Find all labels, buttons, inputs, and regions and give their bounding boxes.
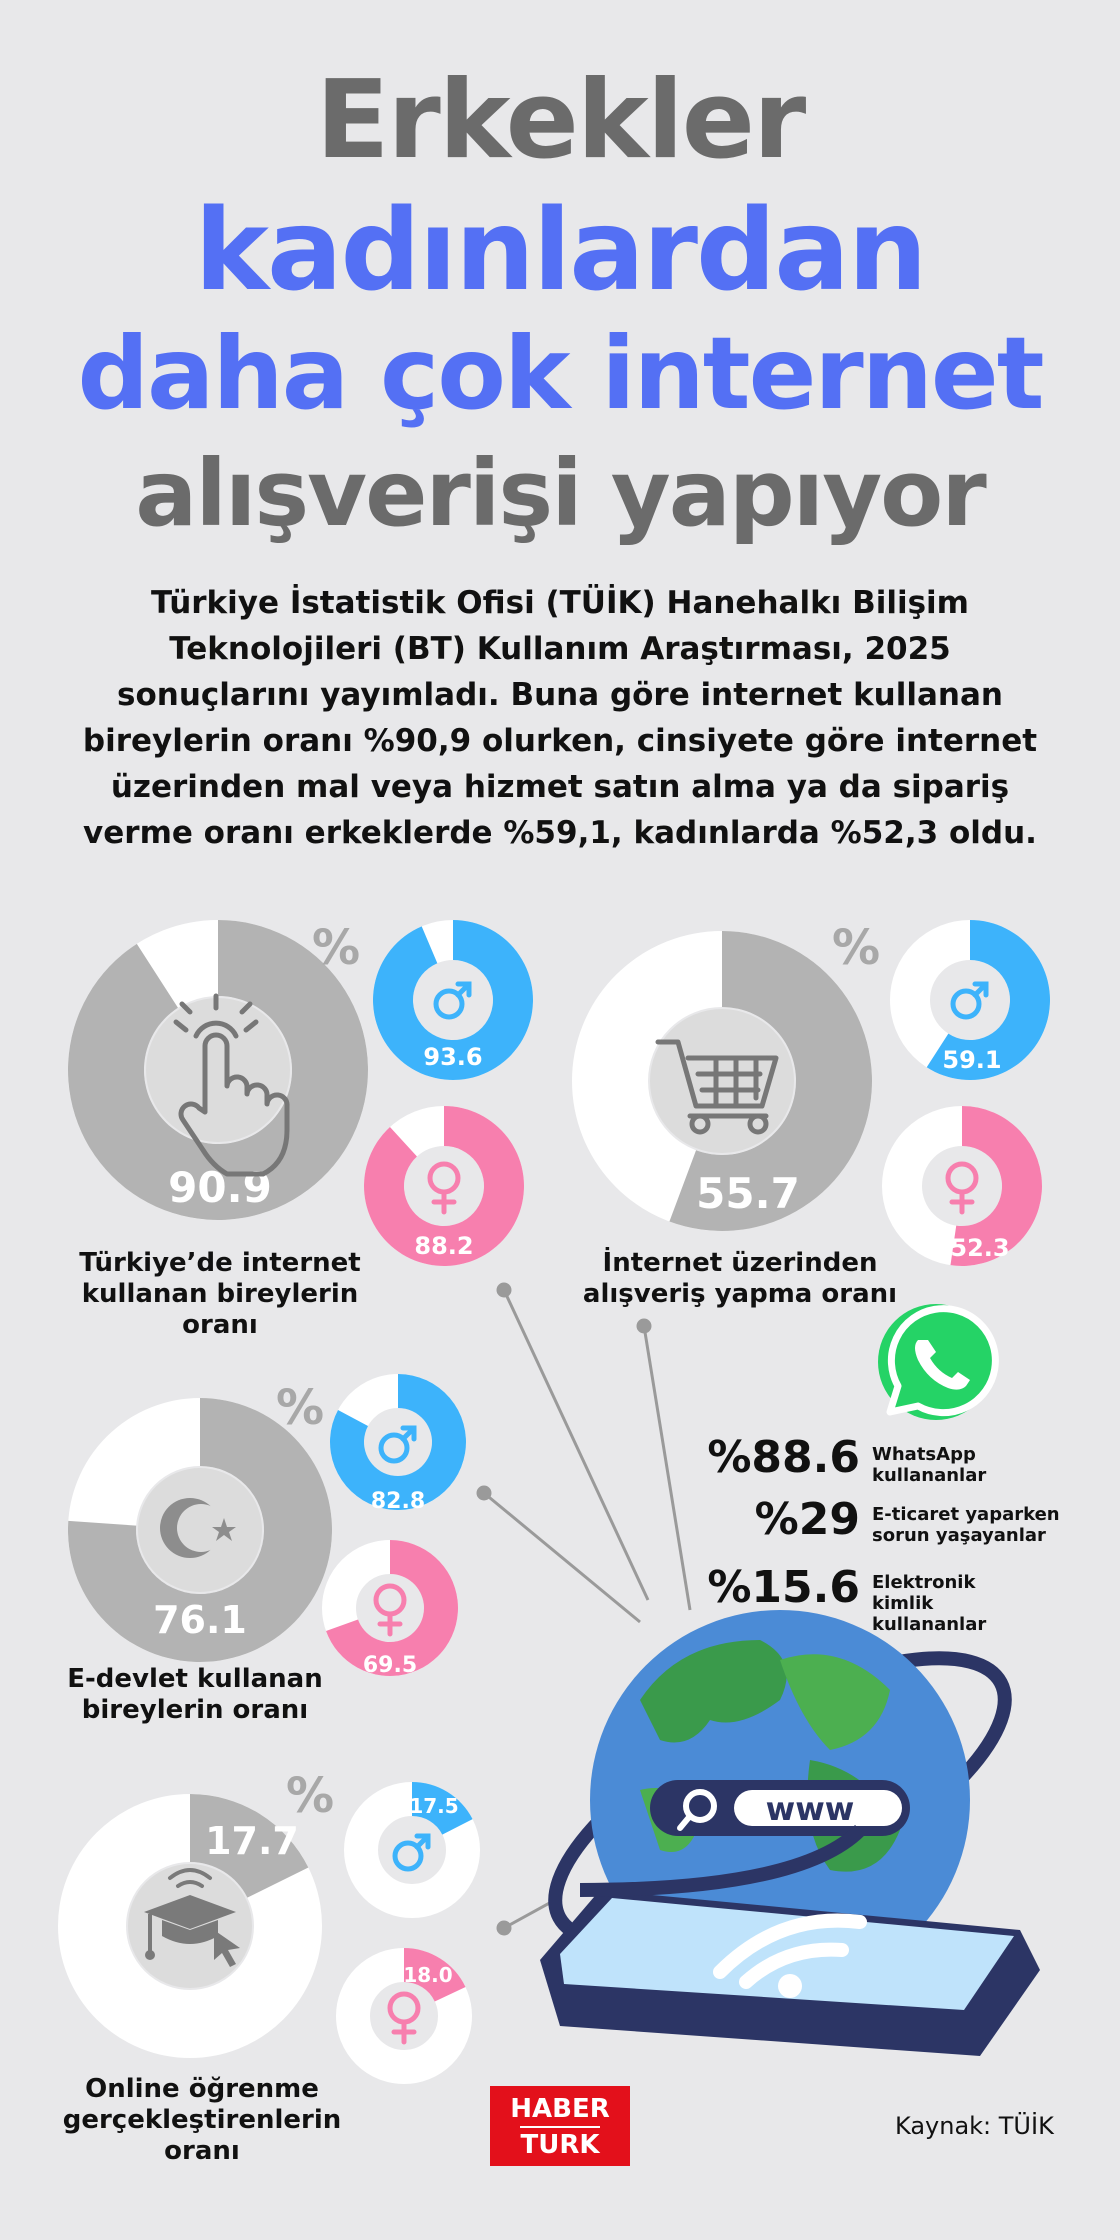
chart2-total-donut-label: 55.7	[696, 1169, 800, 1218]
chart3-female-donut-label: 69.5	[362, 1653, 418, 1678]
chart1-female-donut-label: 88.2	[414, 1232, 474, 1260]
intro-paragraph: Türkiye İstatistik Ofisi (TÜİK) Hanehalkı Bilişim Teknolojileri (BT) Kullanım Araştırması, 2025 sonuçlarını yayımladı. Buna göre internet kullanan bireylerin oranı %90,9 olurken, cinsiyete göre internet üzerinden mal veya hizmet satın alma ya da sipariş verme oranı erkeklerde %59,1, kadınlarda %52,3 oldu.	[82, 585, 1038, 851]
logo-line-2: TURK	[520, 2126, 599, 2162]
stat-eid-label: Elektronik kimlik kullananlar	[872, 1572, 987, 1635]
chart3-female-icon	[376, 1586, 404, 1634]
chart4-male-icon	[395, 1836, 428, 1869]
stat-eid-value: %15.6	[707, 1562, 860, 1613]
chart4-female-donut	[353, 1948, 466, 2067]
chart1-percent-sign: %	[312, 920, 361, 976]
connector-line-3	[484, 1493, 640, 1622]
caption-online-learning: Online öğrenme gerçekleştirenlerin oranı	[62, 2074, 342, 2166]
chart3-male-icon	[381, 1428, 414, 1461]
connector-dot-2	[638, 1320, 650, 1332]
stat-whatsapp-value: %88.6	[707, 1432, 860, 1483]
chart4-total-donut-label: 17.7	[205, 1819, 299, 1863]
chart4-male-donut-label: 17.5	[409, 1794, 459, 1818]
chart3-total-donut-label: 76.1	[153, 1598, 247, 1642]
chart4-female-donut-label: 18.0	[403, 1963, 453, 1987]
source-credit: Kaynak: TÜİK	[895, 2112, 1054, 2140]
connector-line-1	[504, 1290, 648, 1600]
chart4-percent-sign: %	[286, 1768, 335, 1824]
title-line-1: Erkekler	[315, 58, 805, 183]
connector-dot-1	[498, 1284, 510, 1296]
title-line-4: alışverişi yapıyor	[135, 440, 985, 547]
globe-phone-illustration	[517, 1603, 1043, 2056]
caption-e-devlet: E-devlet kullanan bireylerin oranı	[67, 1664, 323, 1725]
logo-line-1: HABER	[510, 2094, 610, 2124]
chart1-female-icon	[430, 1164, 458, 1212]
connector-line-4	[504, 1900, 555, 1928]
chart1-center-disk	[146, 998, 290, 1142]
chart3-male-donut	[330, 1374, 466, 1514]
stat-whatsapp-label: WhatsApp kullananlar	[872, 1444, 987, 1486]
chart3-percent-sign: %	[276, 1380, 325, 1436]
title-line-3: daha çok internet	[77, 315, 1043, 432]
title-line-2: kadınlardan	[194, 186, 926, 316]
chart2-center-disk	[650, 1009, 794, 1153]
chart2-male-icon	[953, 984, 986, 1017]
chart1-male-donut-label: 93.6	[423, 1043, 483, 1071]
stat-ecommerce-value: %29	[754, 1494, 860, 1545]
chart2-male-donut-label: 59.1	[942, 1046, 1002, 1074]
connector-dot-4	[498, 1922, 510, 1934]
chart1-male-icon	[436, 984, 469, 1017]
haberturk-logo	[490, 2086, 630, 2166]
chart3-male-donut-label: 82.8	[370, 1489, 426, 1514]
chart3-female-donut	[326, 1540, 458, 1678]
chart2-female-donut-label: 52.3	[950, 1234, 1010, 1262]
chart1-male-donut	[373, 920, 533, 1080]
chart4-male-donut	[361, 1782, 473, 1901]
whatsapp-icon	[878, 1304, 995, 1420]
chart4-female-icon	[390, 1994, 418, 2042]
caption-online-shopping: İnternet üzerinden alışveriş yapma oranı	[582, 1248, 898, 1309]
connector-dot-3	[478, 1487, 490, 1499]
url-text: www	[765, 1790, 855, 1828]
stat-ecommerce-label: E-ticaret yaparken sorun yaşayanlar	[872, 1504, 1060, 1546]
caption-internet-users: Türkiye’de internet kullanan bireylerin oranı	[79, 1248, 361, 1340]
chart1-female-donut	[364, 1106, 524, 1266]
chart2-percent-sign: %	[832, 920, 881, 976]
chart2-female-icon	[948, 1164, 976, 1212]
chart1-total-donut-label: 90.9	[168, 1163, 272, 1212]
